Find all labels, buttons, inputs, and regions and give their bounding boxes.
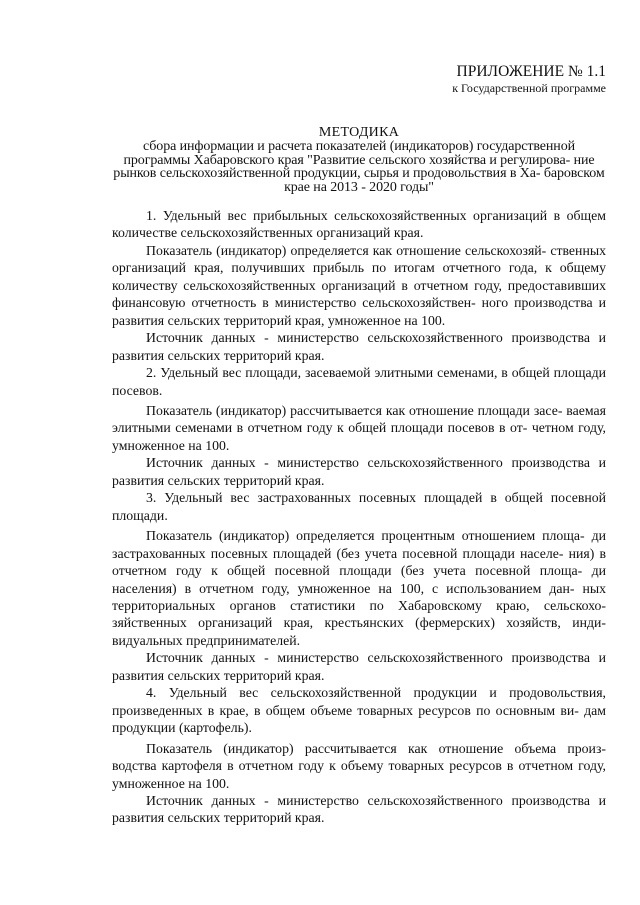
appendix-number: ПРИЛОЖЕНИЕ № 1.1 [456, 63, 606, 80]
paragraph-1-heading: 1. Удельный вес прибыльных сельскохозяйственных организаций в общем количестве сельскохозяйственных организаций края. [112, 208, 606, 241]
paragraph-1-source: Источник данных - министерство сельскохозяйственного производства и развития сельских территорий края. [112, 330, 606, 363]
paragraph-4-source: Источник данных - министерство сельскохозяйственного производства и развития сельских территорий края. [112, 792, 606, 826]
paragraph-3-description: Показатель (индикатор) определяется процентным отношением площа- ди застрахованных посевных площадей (без учета посевной площади населе- ния) в отчетном году к общей посевной площади (без учета посевной площа- ди населения) в отчетном году, умноженное на 100, с использованием дан- ных территориальных органов статистики по Хабаровскому краю, сельскохо- зяйственных организаций края, крестьянских (фермерских) хозяйств, инди- видуальных предпринимателей. [112, 528, 606, 648]
paragraph-4-description: Показатель (индикатор) рассчитывается как отношение объема произ- водства картофеля в отчетном году к объему товарных ресурсов в отчетном году, умноженное на 100. [112, 740, 606, 791]
paragraph-2-heading: 2. Удельный вес площади, засеваемой элитными семенами, в общей площади посевов. [112, 365, 606, 398]
paragraph-2-description: Показатель (индикатор) рассчитывается как отношение площади засе- ваемая элитными семенами в отчетном году к общей площади посевов в от- четном году, умноженное на 100. [112, 402, 606, 453]
document-heading [112, 125, 606, 194]
document-title: МЕТОДИКА [318, 125, 400, 140]
paragraph-2-source: Источник данных - министерство сельскохозяйственного производства и развития сельских территорий края. [112, 455, 606, 488]
appendix-subtitle: к Государственной программе [452, 81, 606, 95]
appendix-header [452, 63, 606, 95]
paragraph-1-description: Показатель (индикатор) определяется как отношение сельскохозяй- ственных организаций края, получивших прибыль по итогам отчетного года, к общему количеству сельскохозяйственных организаций в отчетном году, предоставивших финансовую отчетность в министерство сельскохозяйствен- ного производства и развития сельских территорий края, умноженное на 100. [112, 242, 606, 328]
paragraph-3-source: Источник данных - министерство сельскохозяйственного производства и развития сельских территорий края. [112, 650, 606, 683]
paragraph-3-heading: 3. Удельный вес застрахованных посевных площадей в общей посевной площади. [112, 490, 606, 523]
document-body [112, 207, 606, 827]
paragraph-4-heading: 4. Удельный вес сельскохозяйственной продукции и продовольствия, произведенных в крае, в общем объеме товарных ресурсов по основным ви- дам продукции (картофель). [112, 685, 606, 736]
document-subtitle: сбора информации и расчета показателей (индикаторов) государственной программы Хабаровского края "Развитие сельского хозяйства и регулирова- ние рынков сельскохозяйственной продукции, сырья и продовольствия в Ха- баровском крае на 2013 - 2020 годы" [113, 139, 605, 195]
